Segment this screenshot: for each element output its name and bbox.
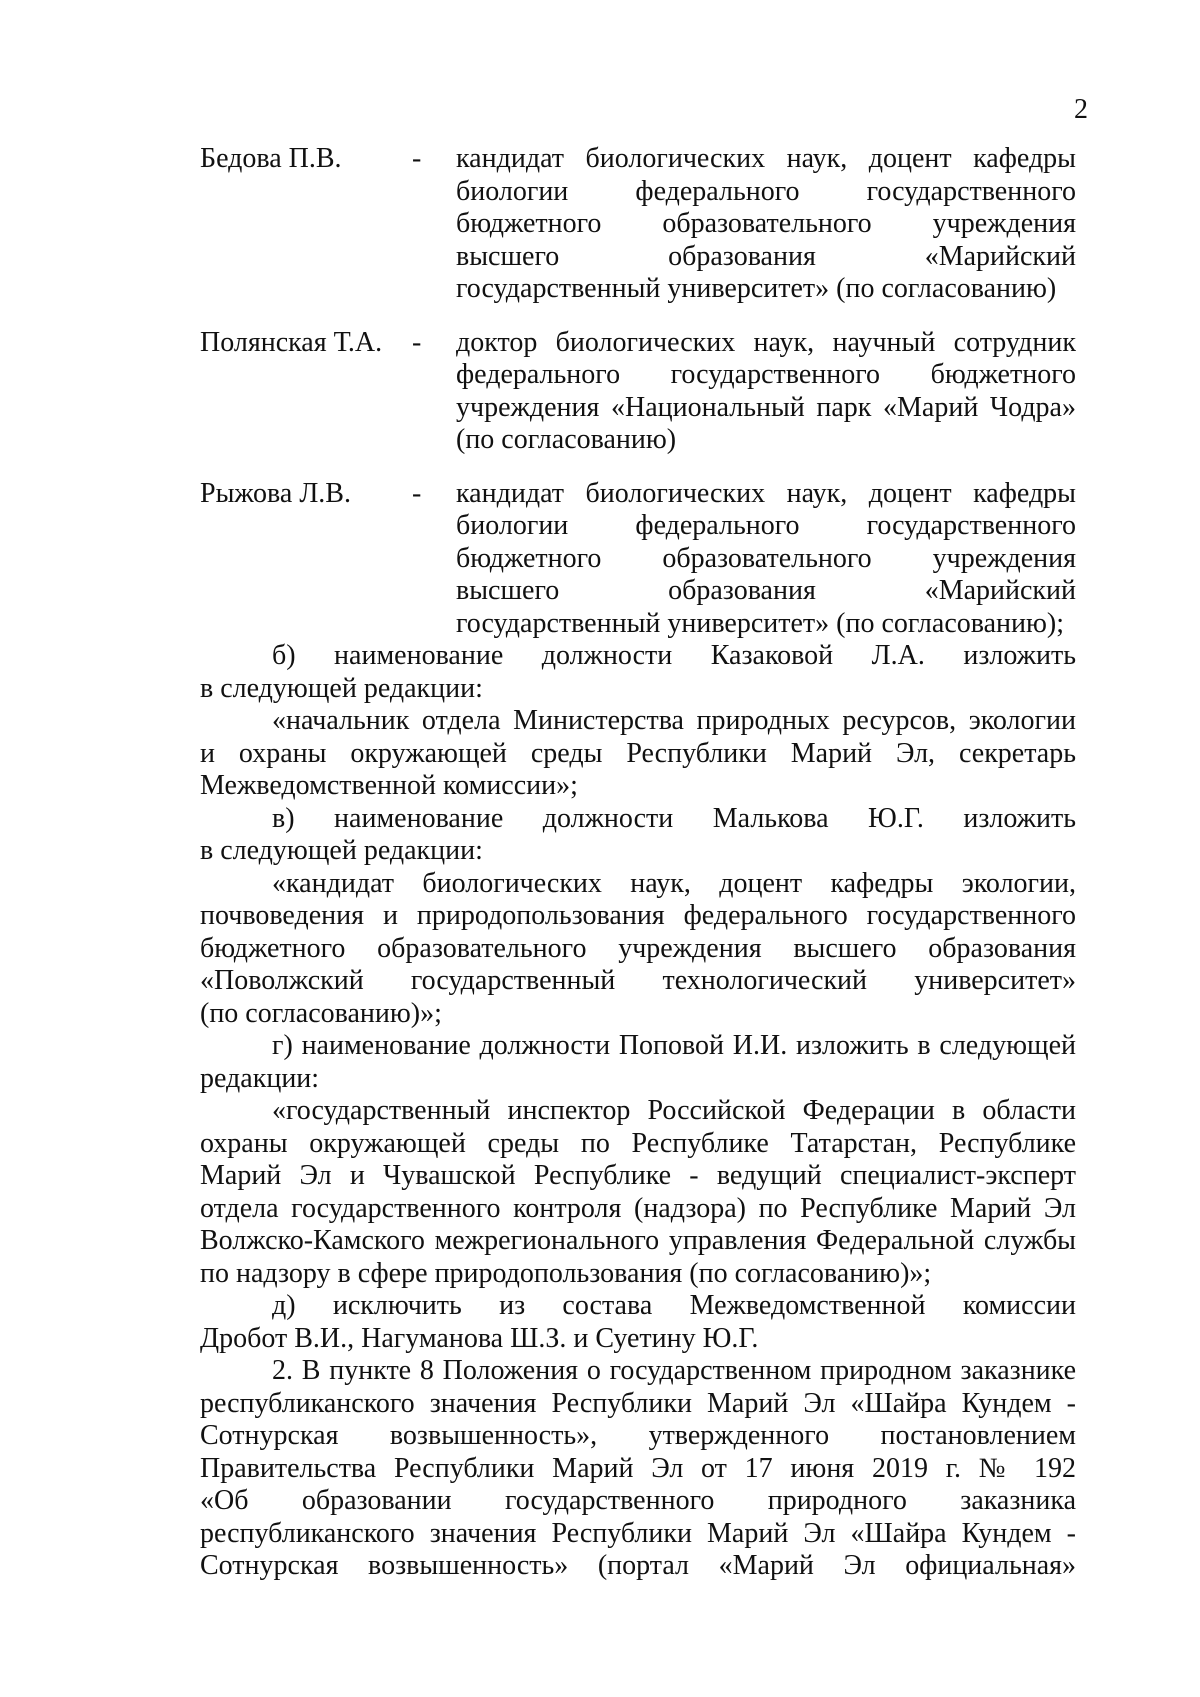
paragraph-section-2 xyxy=(200,1355,1076,1583)
paragraph-item-d xyxy=(200,1290,1076,1355)
member-dash: - xyxy=(412,477,422,509)
member-dash: - xyxy=(412,326,422,358)
text-line: бюджетного образовательного учреждения xyxy=(456,208,1076,239)
text-line: Волжско-Камского межрегионального управления Федеральной службы xyxy=(200,1225,1076,1256)
text-line: «начальник отдела Министерства природных ресурсов, экологии xyxy=(272,705,1076,736)
member-entry-ryzhova xyxy=(200,478,1076,641)
member-name: Бедова П.В. xyxy=(200,143,342,174)
text-line: кандидат биологических наук, доцент кафедры xyxy=(456,143,1076,174)
member-entry-bedova xyxy=(200,143,1076,306)
text-line: в следующей редакции: xyxy=(200,672,483,704)
text-line: Дробот В.И., Нагуманова Ш.З. и Суетину Ю.Г. xyxy=(200,1322,759,1354)
text-line: редакции: xyxy=(200,1062,320,1094)
member-name: Полянская Т.А. xyxy=(200,326,383,358)
text-line: б) наименование должности Казаковой Л.А. изложить xyxy=(272,640,1076,671)
text-line: республиканского значения Республики Марий Эл «Шайра Кундем - xyxy=(200,1387,1076,1419)
member-name: Рыжова Л.В. xyxy=(200,477,351,509)
text-line: в следующей редакции: xyxy=(200,835,483,866)
text-line: «кандидат биологических наук, доцент кафедры экологии, xyxy=(272,867,1076,899)
paragraph-item-v xyxy=(200,803,1076,868)
member-description xyxy=(456,143,1076,306)
text-line: биологии федерального государственного xyxy=(456,510,1076,541)
paragraph-quote-v xyxy=(200,868,1076,1031)
member-dash: - xyxy=(412,143,422,174)
member-description xyxy=(456,327,1076,457)
text-line: в) наименование должности Малькова Ю.Г. изложить xyxy=(272,802,1076,834)
text-line: по надзору в сфере природопользования (по согласованию)»; xyxy=(200,1257,932,1289)
paragraph-quote-b xyxy=(200,705,1076,803)
text-line: государственный университет» (по согласованию) xyxy=(456,273,1057,304)
text-line: доктор биологических наук, научный сотрудник xyxy=(456,326,1076,358)
text-line: Марий Эл и Чувашской Республике - ведущий специалист-эксперт xyxy=(200,1160,1076,1191)
text-line: кандидат биологических наук, доцент кафедры xyxy=(456,477,1076,509)
text-line: высшего образования «Марийский xyxy=(456,240,1076,272)
text-line: (по согласованию)»; xyxy=(200,997,442,1029)
text-line: Сотнурская возвышенность», утвержденного постановлением xyxy=(200,1420,1076,1451)
paragraph-quote-g xyxy=(200,1095,1076,1290)
text-line: охраны окружающей среды по Республике Татарстан, Республике xyxy=(200,1127,1076,1159)
member-description xyxy=(456,478,1076,641)
text-line: бюджетного образовательного учреждения xyxy=(456,542,1076,574)
document-body xyxy=(200,143,1076,1583)
text-line: «государственный инспектор Российской Федерации в области xyxy=(272,1095,1076,1126)
text-line: государственный университет» (по согласованию); xyxy=(456,607,1065,639)
text-line: республиканского значения Республики Марий Эл «Шайра Кундем - xyxy=(200,1517,1076,1549)
text-line: Межведомственной комиссии»; xyxy=(200,770,578,801)
member-entry-polyanskaya xyxy=(200,327,1076,457)
text-line: бюджетного образовательного учреждения высшего образования xyxy=(200,932,1076,964)
text-line: биологии федерального государственного xyxy=(456,175,1076,207)
text-line: (по согласованию) xyxy=(456,424,677,455)
text-line: отдела государственного контроля (надзора) по Республике Марий Эл xyxy=(200,1192,1076,1224)
text-line: «Поволжский государственный технологический университет» xyxy=(200,965,1076,996)
text-line: Сотнурская возвышенность» (портал «Марий Эл официальная» xyxy=(200,1550,1076,1581)
page-number: 2 xyxy=(1074,94,1088,125)
text-line: д) исключить из состава Межведомственной комиссии xyxy=(272,1290,1076,1321)
text-line: «Об образовании государственного природного заказника xyxy=(200,1485,1076,1516)
text-line: федерального государственного бюджетного xyxy=(456,359,1076,390)
text-line: почвоведения и природопользования федерального государственного xyxy=(200,900,1076,931)
paragraph-item-g xyxy=(200,1030,1076,1095)
text-line: и охраны окружающей среды Республики Марий Эл, секретарь xyxy=(200,737,1076,769)
text-line: учреждения «Национальный парк «Марий Чодра» xyxy=(456,391,1076,423)
paragraph-item-b xyxy=(200,640,1076,705)
text-line: Правительства Республики Марий Эл от 17 июня 2019 г. № 192 xyxy=(200,1452,1076,1484)
text-line: г) наименование должности Поповой И.И. изложить в следующей xyxy=(272,1030,1076,1061)
text-line: высшего образования «Марийский xyxy=(456,575,1076,606)
text-line: 2. В пункте 8 Положения о государственном природном заказнике xyxy=(272,1355,1076,1386)
